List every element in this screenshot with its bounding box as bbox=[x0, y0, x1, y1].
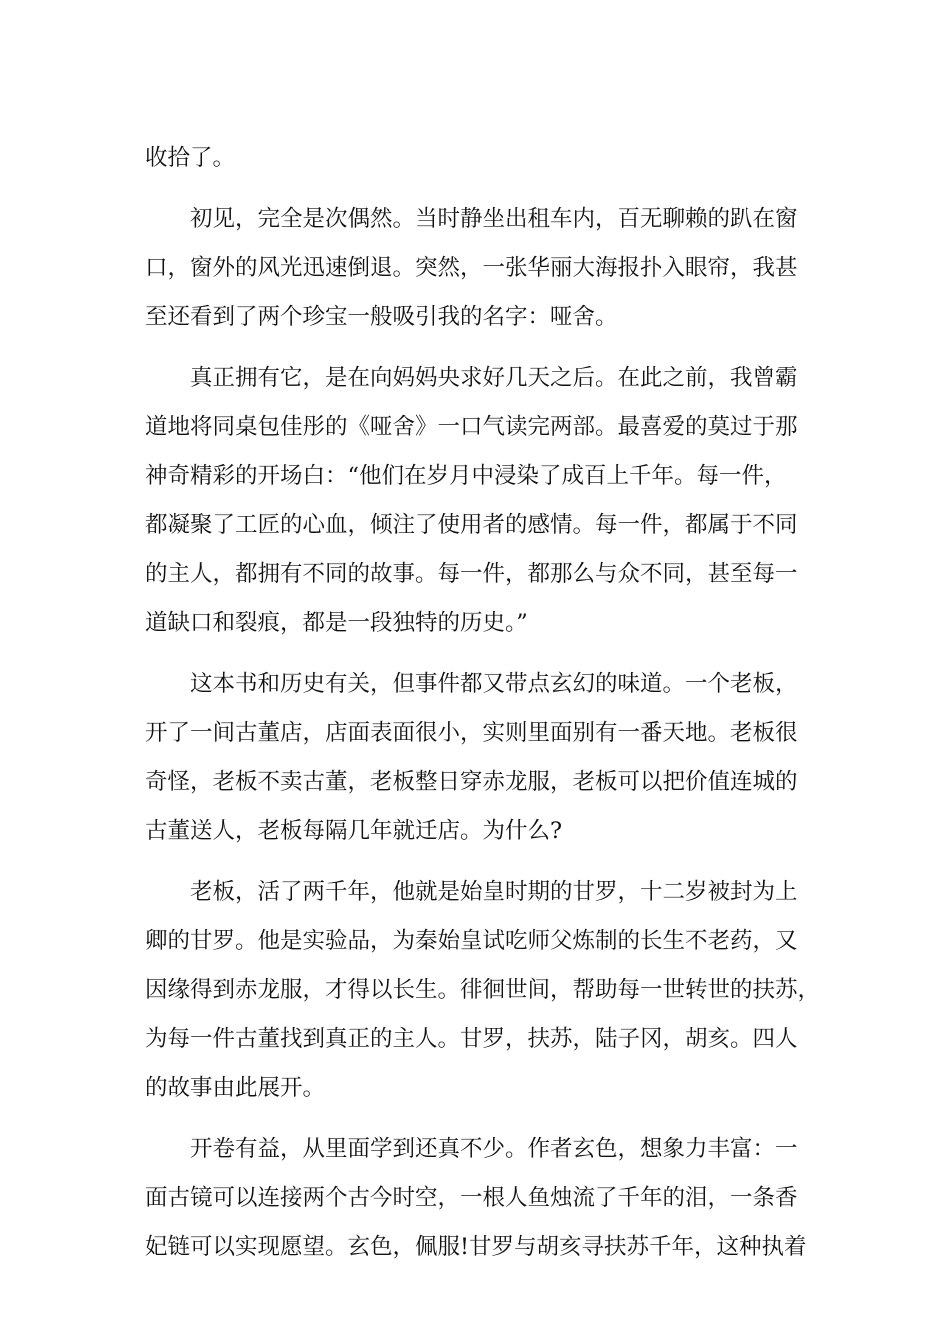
paragraph-6 bbox=[145, 1125, 805, 1272]
text-line: 因缘得到赤龙服，才得以长生。徘徊世间，帮助每一世转世的扶苏， bbox=[145, 977, 821, 1003]
text-line: 道地将同桌包佳彤的《哑舍》一口气读完两部。最喜爱的莫过于那 bbox=[145, 414, 798, 440]
text-line: 神奇精彩的开场白：“他们在岁月中浸染了成百上千年。每一件， bbox=[145, 463, 787, 489]
text-line: 道缺口和裂痕，都是一段独特的历史。” bbox=[145, 610, 528, 636]
text-line: 的故事由此展开。 bbox=[145, 1075, 326, 1101]
text-line: 都凝聚了工匠的心血，倾注了使用者的感情。每一件，都属于不同 bbox=[145, 512, 798, 538]
text-line: 奇怪，老板不卖古董，老板整日穿赤龙服，老板可以把价值连城的 bbox=[145, 769, 798, 795]
text-line: 至还看到了两个珍宝一般吸引我的名字：哑舍。 bbox=[145, 304, 618, 330]
text-line: 开了一间古董店，店面表面很小，实则里面别有一番天地。老板很 bbox=[145, 720, 798, 746]
text-line: 初见，完全是次偶然。当时静坐出租车内，百无聊赖的趴在窗 bbox=[190, 206, 798, 232]
paragraph-2 bbox=[145, 195, 805, 342]
text-line: 收拾了。 bbox=[145, 145, 236, 171]
text-line: 开卷有益，从里面学到还真不少。作者玄色，想象力丰富：一 bbox=[190, 1136, 798, 1162]
text-line: 的主人，都拥有不同的故事。每一件，都那么与众不同，甚至每一 bbox=[145, 561, 798, 587]
document-body bbox=[145, 134, 821, 1272]
text-line: 这本书和历史有关，但事件都又带点玄幻的味道。一个老板， bbox=[190, 671, 798, 697]
paragraph-3 bbox=[145, 354, 805, 648]
text-line: 真正拥有它，是在向妈妈央求好几天之后。在此之前，我曾霸 bbox=[190, 365, 798, 391]
paragraph-5 bbox=[145, 868, 821, 1113]
text-line: 古董送人，老板每隔几年就迁店。为什么? bbox=[145, 818, 563, 844]
text-line: 老板，活了两千年，他就是始皇时期的甘罗，十二岁被封为上 bbox=[190, 879, 798, 905]
text-line: 卿的甘罗。他是实验品，为秦始皇试吃师父炼制的长生不老药，又 bbox=[145, 928, 798, 954]
text-line: 面古镜可以连接两个古今时空，一根人鱼烛流了千年的泪，一条香 bbox=[145, 1185, 798, 1211]
text-line: 妃链可以实现愿望。玄色，佩服!甘罗与胡亥寻扶苏千年，这种执着 bbox=[145, 1234, 807, 1260]
text-line: 为每一件古董找到真正的主人。甘罗，扶苏，陆子冈，胡亥。四人 bbox=[145, 1026, 798, 1052]
text-line: 口，窗外的风光迅速倒退。突然，一张华丽大海报扑入眼帘，我甚 bbox=[145, 255, 798, 281]
paragraph-1 bbox=[145, 134, 805, 183]
paragraph-4 bbox=[145, 660, 805, 856]
